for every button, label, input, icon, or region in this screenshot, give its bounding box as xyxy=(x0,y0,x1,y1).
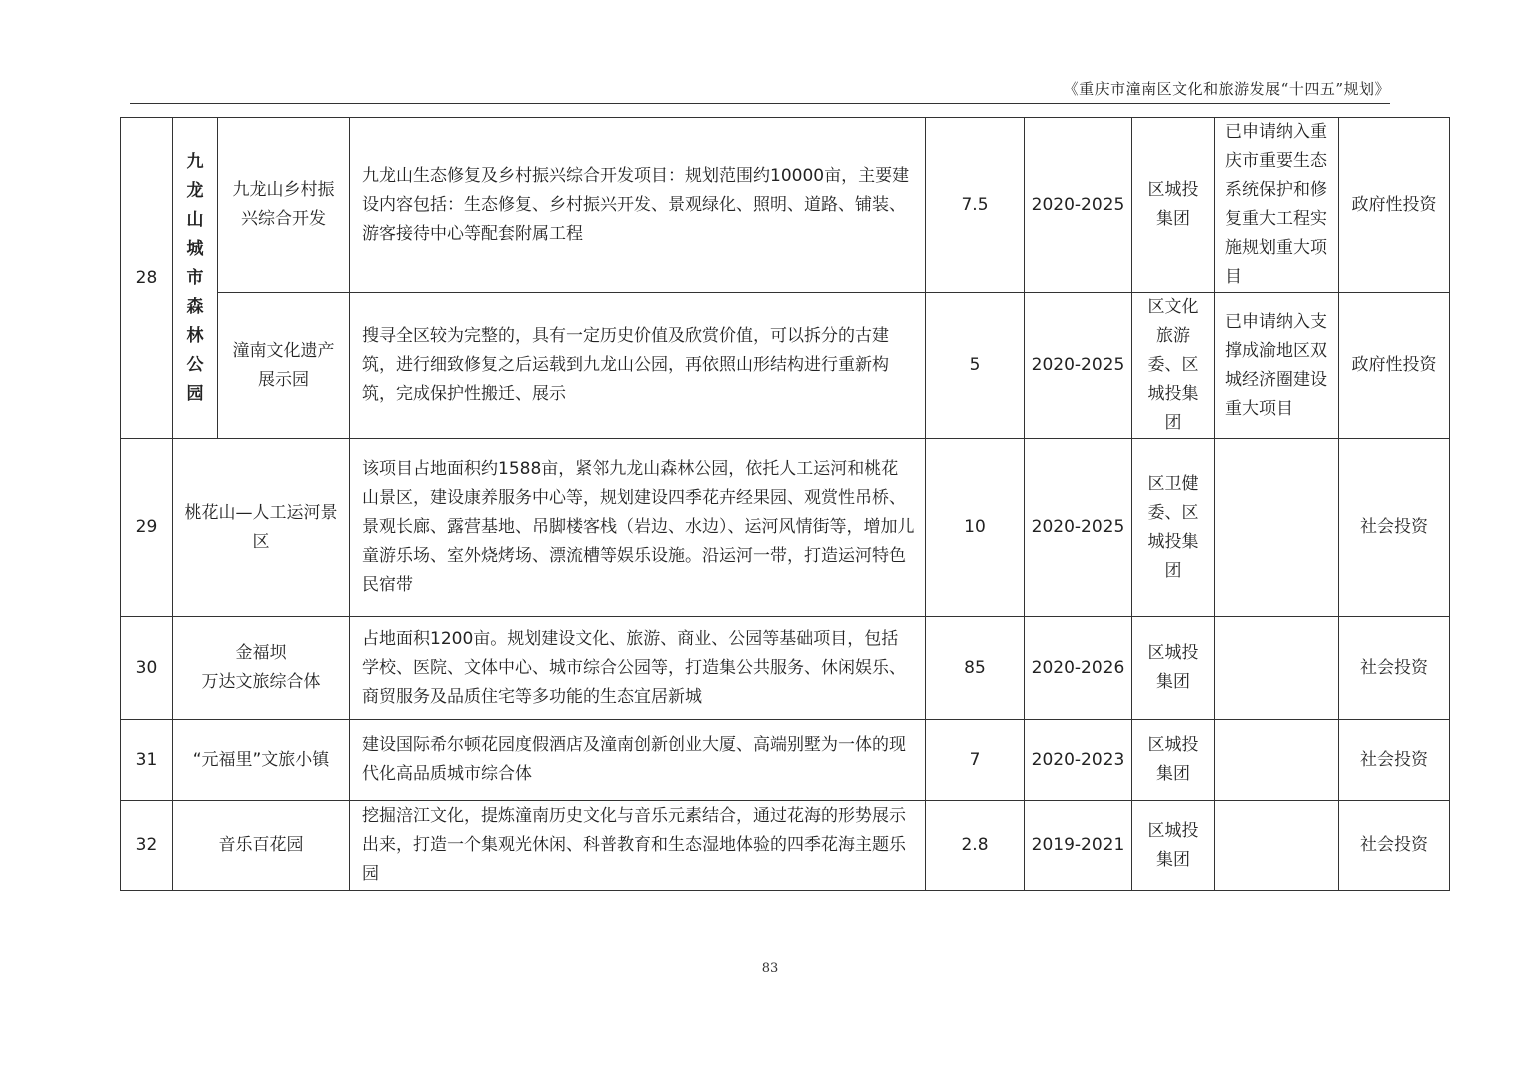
project-investment: 10 xyxy=(926,439,1025,617)
table-row xyxy=(121,118,1450,293)
project-period: 2019-2021 xyxy=(1025,801,1132,891)
table-row xyxy=(121,720,1450,801)
investment-type: 政府性投资 xyxy=(1339,118,1450,293)
table-row xyxy=(121,293,1450,439)
table-row xyxy=(121,801,1450,891)
table-row xyxy=(121,617,1450,720)
row-number: 31 xyxy=(121,720,173,801)
row-number: 28 xyxy=(121,118,173,439)
project-note: 已申请纳入重庆市重要生态系统保护和修复重大工程实施规划重大项目 xyxy=(1215,118,1339,293)
row-number: 29 xyxy=(121,439,173,617)
project-note xyxy=(1215,720,1339,801)
project-owner: 区城投集团 xyxy=(1132,118,1215,293)
document-header-title: 《重庆市潼南区文化和旅游发展“十四五”规划》 xyxy=(1063,80,1390,98)
project-note xyxy=(1215,439,1339,617)
project-owner: 区卫健委、区城投集团 xyxy=(1132,439,1215,617)
project-content: 该项目占地面积约1588亩，紧邻九龙山森林公园，依托人工运河和桃花山景区，建设康养服务中心等，规划建设四季花卉经果园、观赏性吊桥、景观长廊、露营基地、吊脚楼客栈（岩边、水边）、运河风情街等，增加儿童游乐场、室外烧烤场、漂流槽等娱乐设施。沿运河一带，打造运河特色民宿带 xyxy=(350,439,926,617)
project-content: 占地面积1200亩。规划建设文化、旅游、商业、公园等基础项目，包括学校、医院、文体中心、城市综合公园等，打造集公共服务、休闲娱乐、商贸服务及品质住宅等多功能的生态宜居新城 xyxy=(350,617,926,720)
project-content: 九龙山生态修复及乡村振兴综合开发项目：规划范围约10000亩，主要建设内容包括：生态修复、乡村振兴开发、景观绿化、照明、道路、铺装、游客接待中心等配套附属工程 xyxy=(350,118,926,293)
header-divider xyxy=(130,103,1390,104)
project-content: 建设国际希尔顿花园度假酒店及潼南创新创业大厦、高端别墅为一体的现代化高品质城市综合体 xyxy=(350,720,926,801)
project-investment: 2.8 xyxy=(926,801,1025,891)
project-note xyxy=(1215,801,1339,891)
project-investment: 85 xyxy=(926,617,1025,720)
project-content: 搜寻全区较为完整的，具有一定历史价值及欣赏价值，可以拆分的古建筑，进行细致修复之后运载到九龙山公园，再依照山形结构进行重新构筑，完成保护性搬迁、展示 xyxy=(350,293,926,439)
row-number: 32 xyxy=(121,801,173,891)
page-number: 83 xyxy=(761,961,779,976)
project-table xyxy=(120,117,1450,891)
project-period: 2020-2025 xyxy=(1025,439,1132,617)
project-owner: 区城投集团 xyxy=(1132,720,1215,801)
project-owner: 区城投集团 xyxy=(1132,617,1215,720)
project-owner: 区文化旅游委、区城投集团 xyxy=(1132,293,1215,439)
investment-type: 社会投资 xyxy=(1339,720,1450,801)
group-name-vertical: 九 龙 山 城 市 森 林 公 园 xyxy=(173,118,218,439)
project-name: 音乐百花园 xyxy=(173,801,350,891)
project-period: 2020-2026 xyxy=(1025,617,1132,720)
investment-type: 社会投资 xyxy=(1339,439,1450,617)
project-period: 2020-2025 xyxy=(1025,293,1132,439)
project-name: 九龙山乡村振兴综合开发 xyxy=(218,118,350,293)
project-note xyxy=(1215,617,1339,720)
project-name-line: 万达文旅综合体 xyxy=(201,672,321,692)
project-investment: 7.5 xyxy=(926,118,1025,293)
project-name: 桃花山—人工运河景区 xyxy=(173,439,350,617)
project-name-line: 金福坝 xyxy=(235,643,287,663)
project-owner: 区城投集团 xyxy=(1132,801,1215,891)
project-investment: 5 xyxy=(926,293,1025,439)
project-name: 潼南文化遗产展示园 xyxy=(218,293,350,439)
investment-type: 社会投资 xyxy=(1339,617,1450,720)
row-number: 30 xyxy=(121,617,173,720)
project-name xyxy=(173,617,350,720)
project-content: 挖掘涪江文化，提炼潼南历史文化与音乐元素结合，通过花海的形势展示出来，打造一个集观光休闲、科普教育和生态湿地体验的四季花海主题乐园 xyxy=(350,801,926,891)
project-period: 2020-2023 xyxy=(1025,720,1132,801)
project-name: “元福里”文旅小镇 xyxy=(173,720,350,801)
project-investment: 7 xyxy=(926,720,1025,801)
investment-type: 政府性投资 xyxy=(1339,293,1450,439)
investment-type: 社会投资 xyxy=(1339,801,1450,891)
project-period: 2020-2025 xyxy=(1025,118,1132,293)
project-note: 已申请纳入支撑成渝地区双城经济圈建设重大项目 xyxy=(1215,293,1339,439)
table-row xyxy=(121,439,1450,617)
